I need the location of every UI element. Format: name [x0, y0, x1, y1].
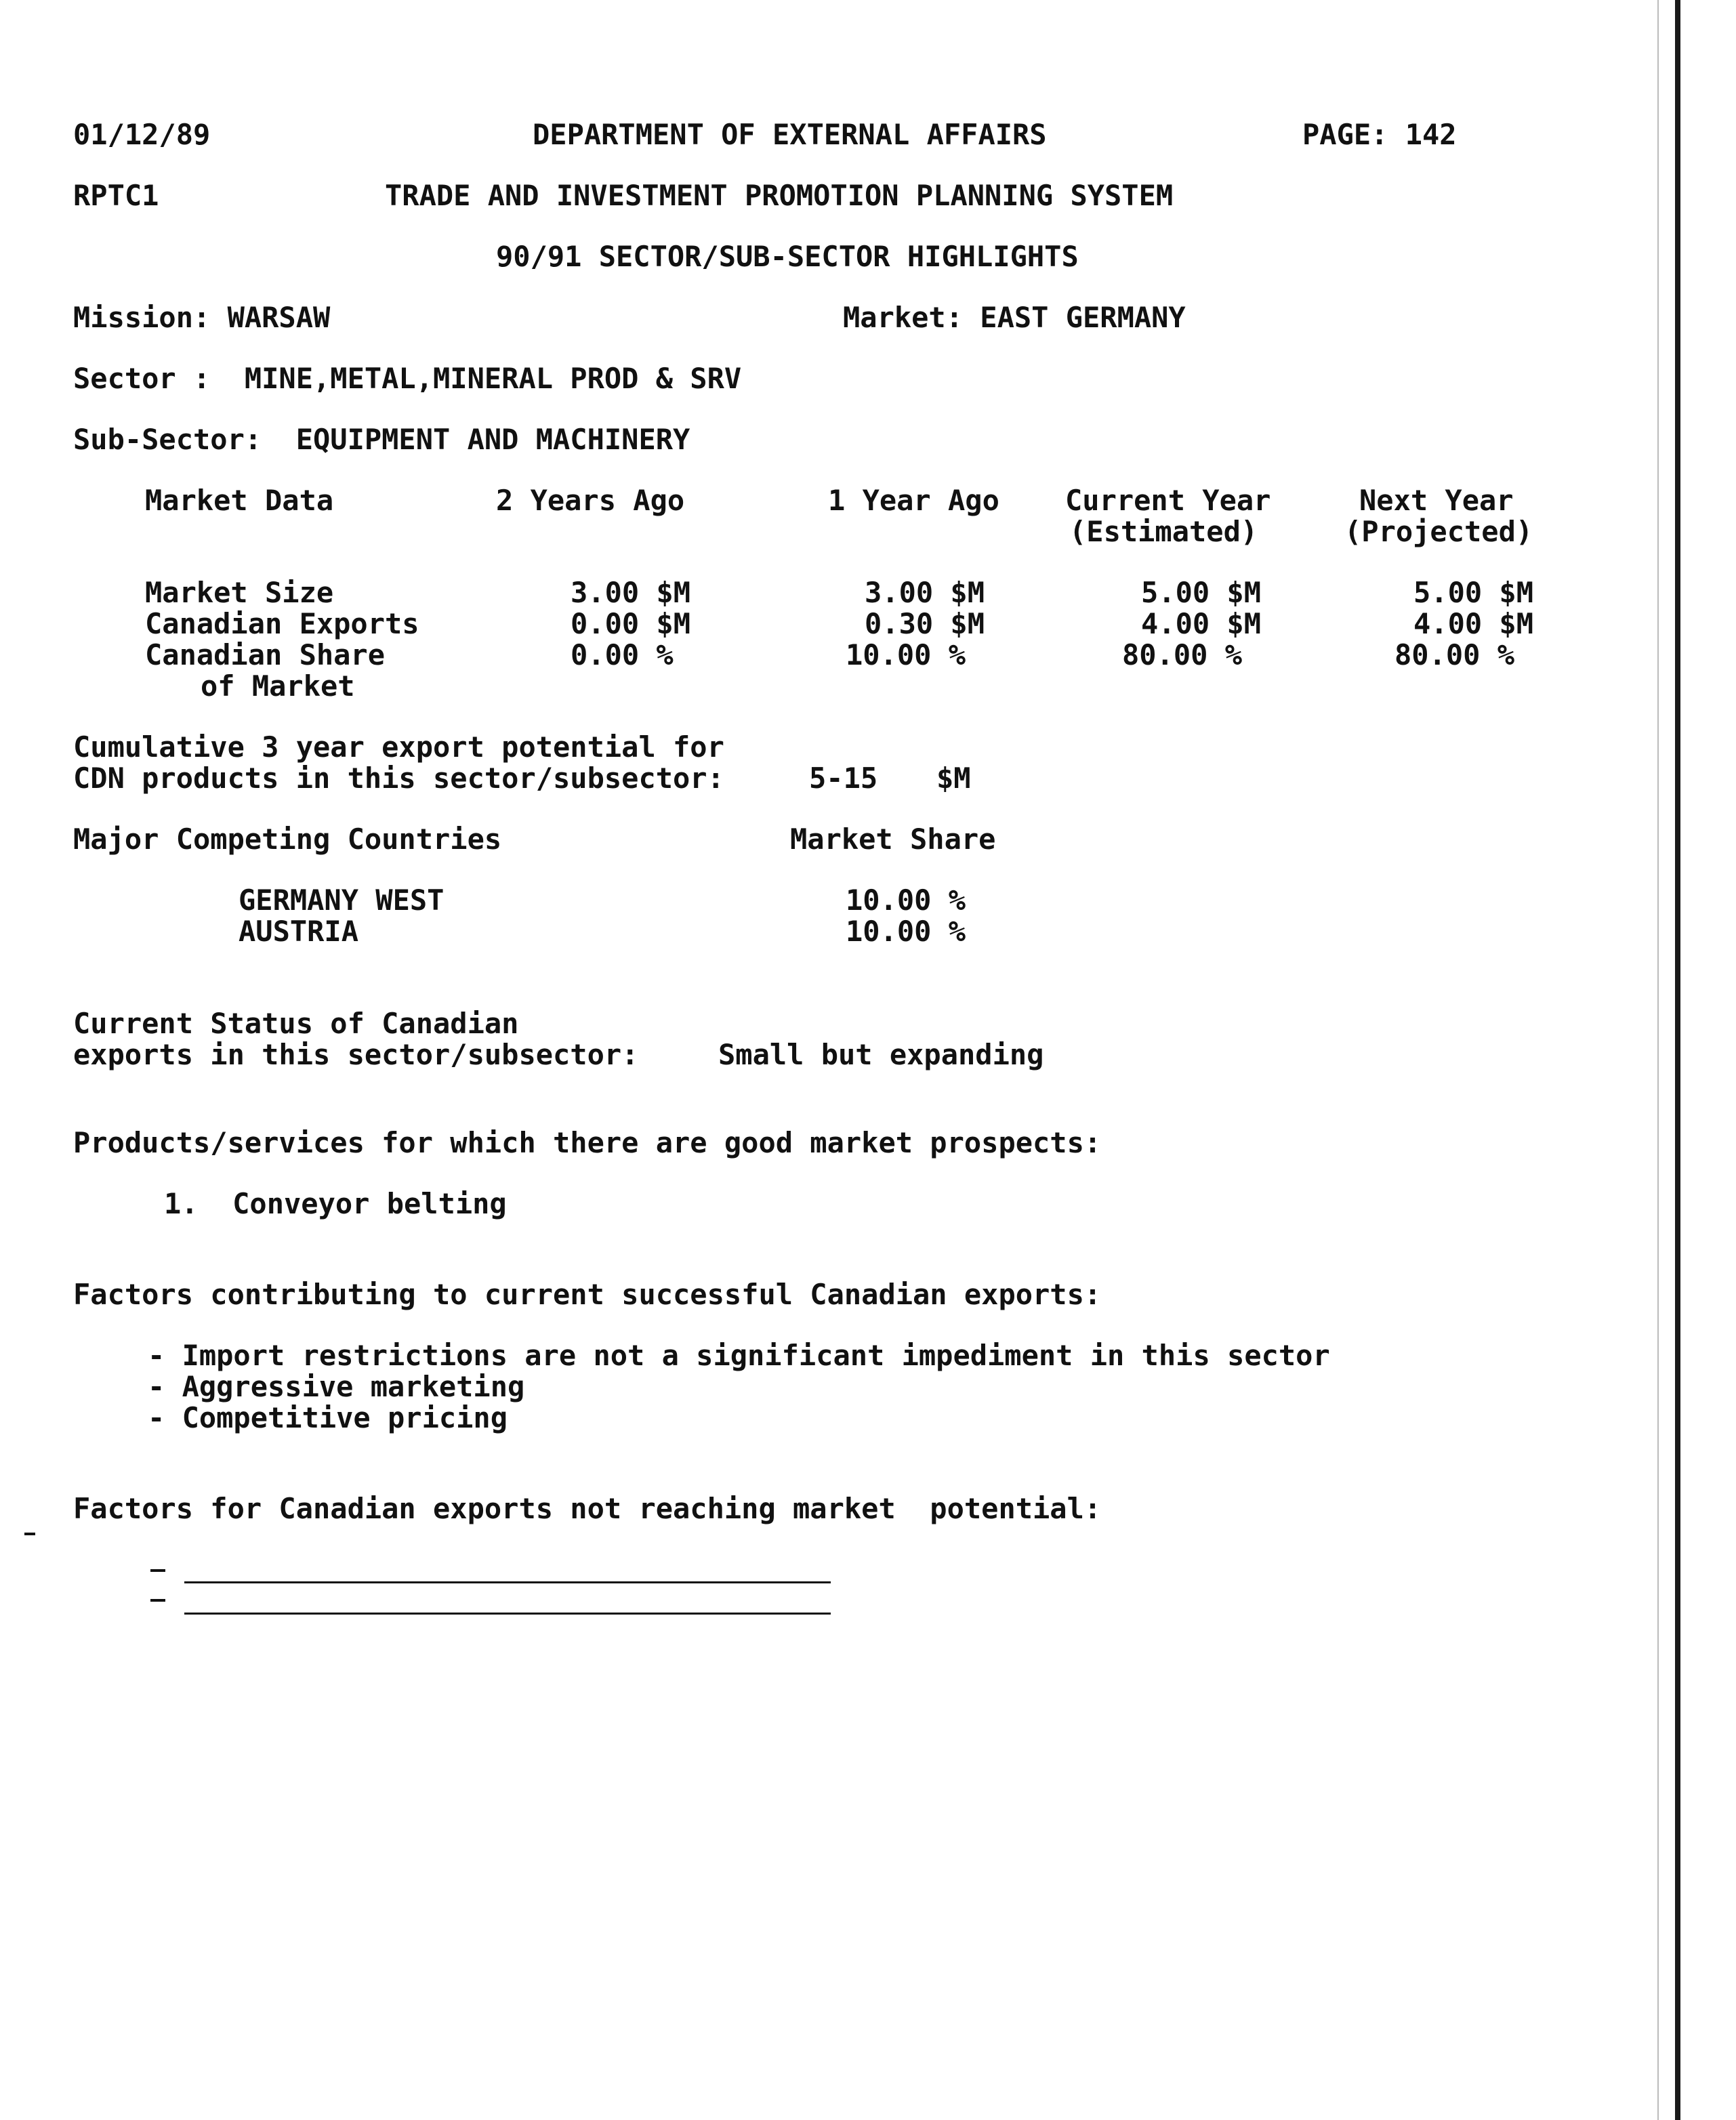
cell-market-size-next: 5.00 $M — [1413, 576, 1534, 609]
competitors-heading: Major Competing Countries — [73, 823, 502, 856]
cell-share-next: 80.00 % — [1394, 638, 1515, 671]
system-name: TRADE AND INVESTMENT PROMOTION PLANNING SYSTEM — [385, 179, 1174, 212]
success-factor-3: - Competitive pricing — [148, 1401, 508, 1434]
col-current-year-sub: (Estimated) — [1069, 515, 1258, 548]
market-line: Market: EAST GERMANY — [843, 301, 1186, 334]
blank-fill-line-1 — [184, 1581, 831, 1583]
report-title: 90/91 SECTOR/SUB-SECTOR HIGHLIGHTS — [496, 240, 1079, 273]
success-factors-heading: Factors contributing to current successful Canadian exports: — [73, 1278, 1102, 1311]
department-name: DEPARTMENT OF EXTERNAL AFFAIRS — [533, 118, 1047, 151]
cell-share-cur: 80.00 % — [1122, 638, 1243, 671]
competitor-country-1: GERMANY WEST — [239, 884, 445, 917]
prospects-heading: Products/services for which there are good market prospects: — [73, 1126, 1102, 1159]
success-factor-2: - Aggressive marketing — [148, 1370, 525, 1403]
potential-unit: $M — [936, 762, 971, 795]
market-data-heading: Market Data — [145, 484, 334, 517]
row-label-canadian-share: Canadian Share — [145, 638, 386, 671]
col-next-year: Next Year — [1359, 484, 1514, 517]
page-number: PAGE: 142 — [1302, 118, 1457, 151]
cell-exports-next: 4.00 $M — [1413, 607, 1534, 640]
cell-market-size-1y: 3.00 $M — [865, 576, 985, 609]
blank-fill-line-2 — [184, 1613, 831, 1615]
blank-bullet-2 — [150, 1599, 165, 1602]
status-label-line2: exports in this sector/subsector: — [73, 1038, 639, 1071]
row-label-market-size: Market Size — [145, 576, 334, 609]
page-edge-shadow — [1657, 0, 1659, 2120]
potential-label-line1: Cumulative 3 year export potential for — [73, 730, 724, 764]
report-date: 01/12/89 — [73, 118, 211, 151]
status-label-line1: Current Status of Canadian — [73, 1007, 519, 1040]
status-value: Small but expanding — [718, 1038, 1044, 1071]
row-label-canadian-exports: Canadian Exports — [145, 607, 419, 640]
cell-market-size-2y: 3.00 $M — [571, 576, 691, 609]
potential-value: 5-15 — [809, 762, 878, 795]
shortfall-factors-heading: Factors for Canadian exports not reaching market potential: — [73, 1492, 1102, 1525]
prospect-item-1: 1. Conveyor belting — [164, 1187, 507, 1220]
col-one-year-ago: 1 Year Ago — [828, 484, 999, 517]
mission-line: Mission: WARSAW — [73, 301, 331, 334]
subsector-line: Sub-Sector: EQUIPMENT AND MACHINERY — [73, 423, 690, 456]
competitors-share-heading: Market Share — [790, 823, 996, 856]
col-current-year: Current Year — [1065, 484, 1271, 517]
competitor-share-1: 10.00 % — [846, 884, 966, 917]
success-factor-1: - Import restrictions are not a significant impediment in this sector — [148, 1339, 1330, 1372]
cell-share-2y: 0.00 % — [571, 638, 674, 671]
cell-exports-cur: 4.00 $M — [1141, 607, 1262, 640]
blank-bullet-1 — [150, 1569, 165, 1572]
cell-exports-1y: 0.30 $M — [865, 607, 985, 640]
report-code: RPTC1 — [73, 179, 159, 212]
competitor-share-2: 10.00 % — [846, 915, 966, 948]
cell-market-size-cur: 5.00 $M — [1141, 576, 1262, 609]
col-next-year-sub: (Projected) — [1344, 515, 1533, 548]
row-label-canadian-share-sub: of Market — [201, 669, 355, 703]
page-edge-border — [1675, 0, 1680, 2120]
cell-share-1y: 10.00 % — [846, 638, 966, 671]
col-two-years-ago: 2 Years Ago — [496, 484, 685, 517]
cell-exports-2y: 0.00 $M — [571, 607, 691, 640]
sector-line: Sector : MINE,METAL,MINERAL PROD & SRV — [73, 362, 742, 395]
potential-label-line2: CDN products in this sector/subsector: — [73, 762, 724, 795]
margin-mark — [24, 1533, 35, 1535]
competitor-country-2: AUSTRIA — [239, 915, 359, 948]
